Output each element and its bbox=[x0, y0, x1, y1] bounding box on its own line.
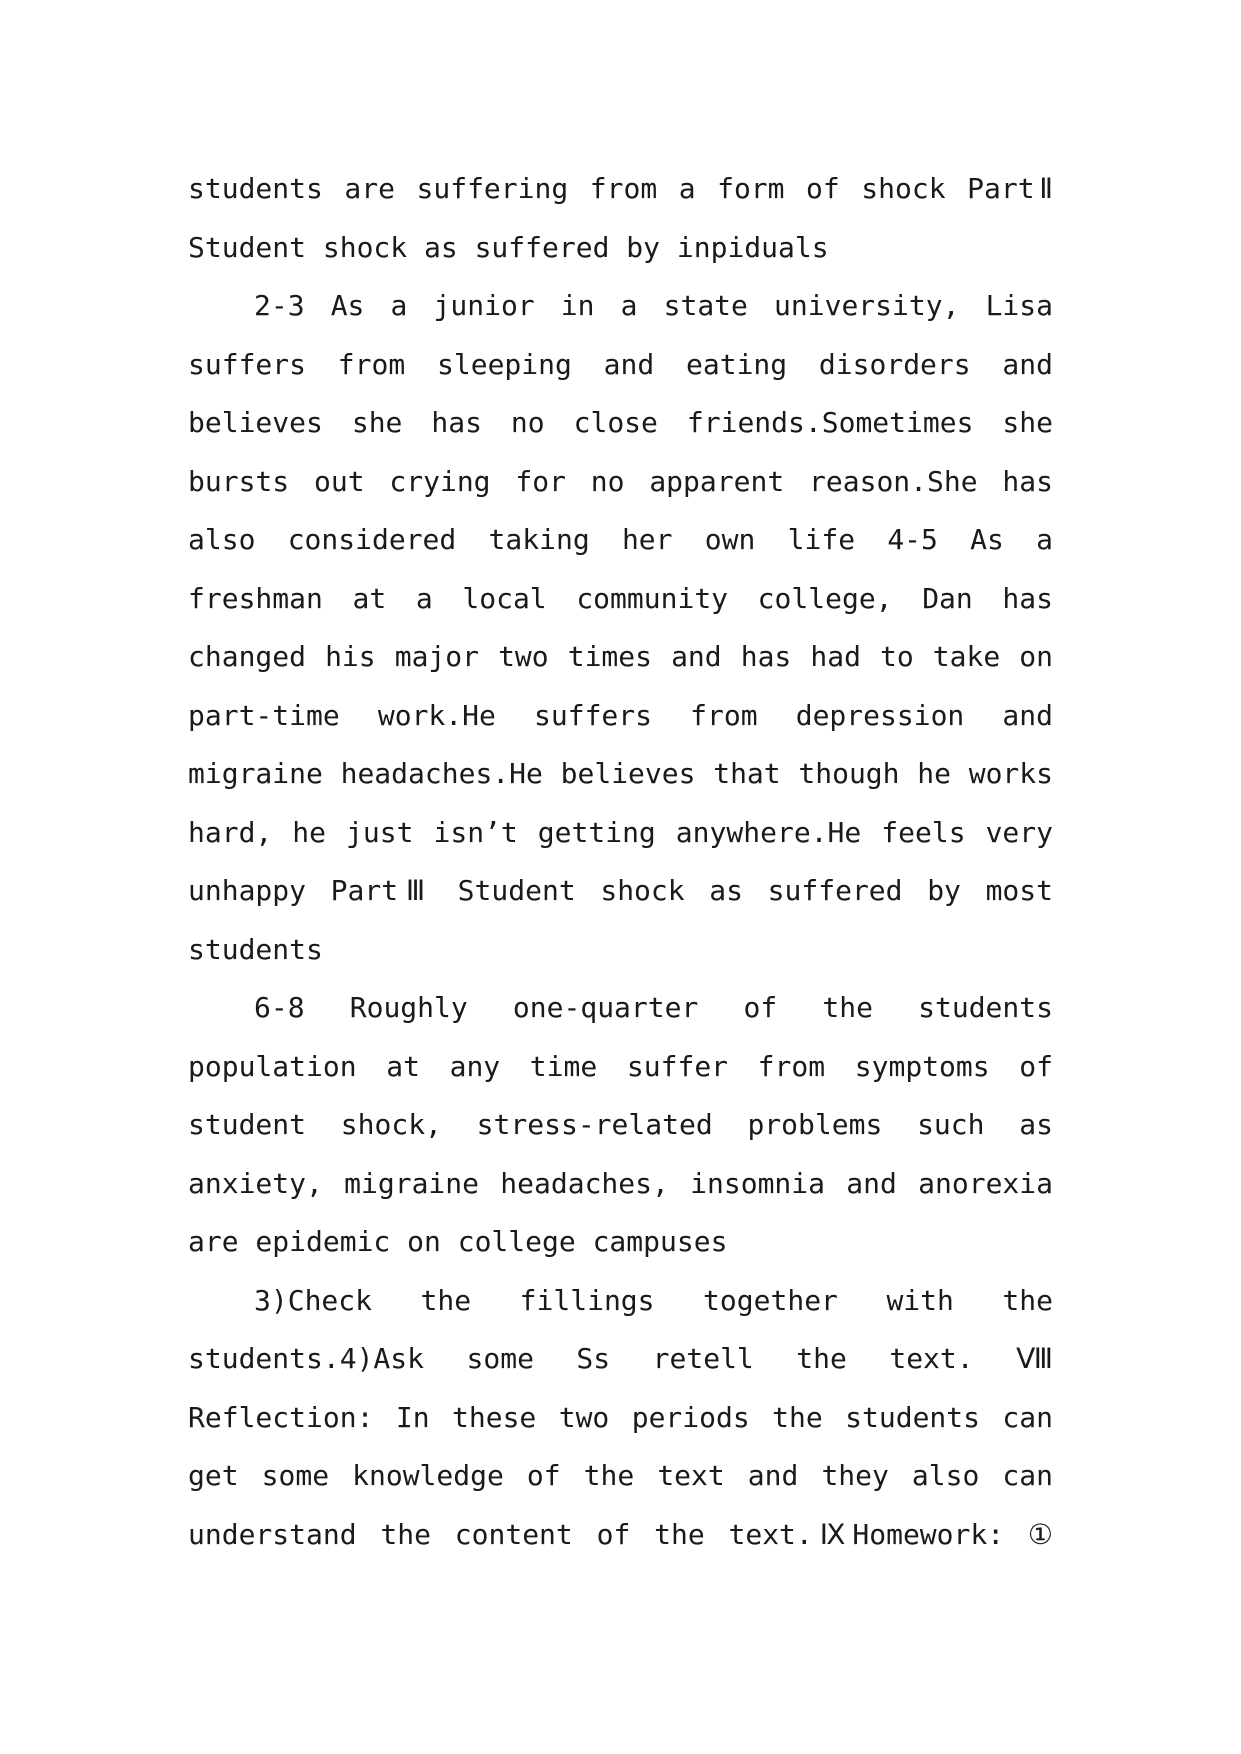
text-line: students bbox=[188, 932, 323, 966]
text-line: part-time work.He suffers from depression and bbox=[188, 698, 1053, 732]
paragraph bbox=[188, 160, 1053, 277]
text-line: get some knowledge of the text and they also can bbox=[188, 1459, 1053, 1492]
text-line: bursts out crying for no apparent reason.She has bbox=[188, 464, 1053, 498]
text-line: changed his major two times and has had to take on bbox=[188, 640, 1053, 673]
text-line: freshman at a local community college, Dan has bbox=[188, 581, 1053, 615]
text-line: 3)Check the fillings together with the bbox=[254, 1283, 1053, 1317]
text-line: population at any time suffer from symptoms of bbox=[188, 1049, 1053, 1083]
text-line: Reflection: In these two periods the students can bbox=[188, 1400, 1053, 1434]
text-line: 2-3 As a junior in a state university, Lisa bbox=[254, 289, 1053, 322]
text-line: 6-8 Roughly one-quarter of the students bbox=[254, 991, 1053, 1024]
text-line: unhappy PartⅢ Student shock as suffered by most bbox=[188, 874, 1053, 907]
document-page bbox=[188, 160, 1053, 1564]
paragraph bbox=[188, 277, 1053, 979]
text-line: students are suffering from a form of shock PartⅡ bbox=[188, 172, 1053, 205]
text-line: migraine headaches.He believes that though he works bbox=[188, 757, 1053, 790]
text-line: suffers from sleeping and eating disorders and bbox=[188, 347, 1053, 381]
text-line: students.4)Ask some Ss retell the text. Ⅷ bbox=[188, 1342, 1053, 1375]
paragraph bbox=[188, 979, 1053, 1272]
text-line: Student shock as suffered by inpiduals bbox=[188, 230, 829, 264]
text-line: understand the content of the text.ⅨHomework: ① bbox=[188, 1517, 1053, 1551]
text-line: are epidemic on college campuses bbox=[188, 1225, 728, 1258]
text-line: student shock, stress-related problems such as bbox=[188, 1108, 1053, 1141]
paragraph bbox=[188, 1272, 1053, 1565]
text-line: hard, he just isn’t getting anywhere.He feels very bbox=[188, 815, 1053, 849]
text-line: also considered taking her own life 4-5 As a bbox=[188, 523, 1053, 556]
text-line: believes she has no close friends.Sometimes she bbox=[188, 406, 1053, 439]
text-line: anxiety, migraine headaches, insomnia and anorexia bbox=[188, 1166, 1053, 1200]
